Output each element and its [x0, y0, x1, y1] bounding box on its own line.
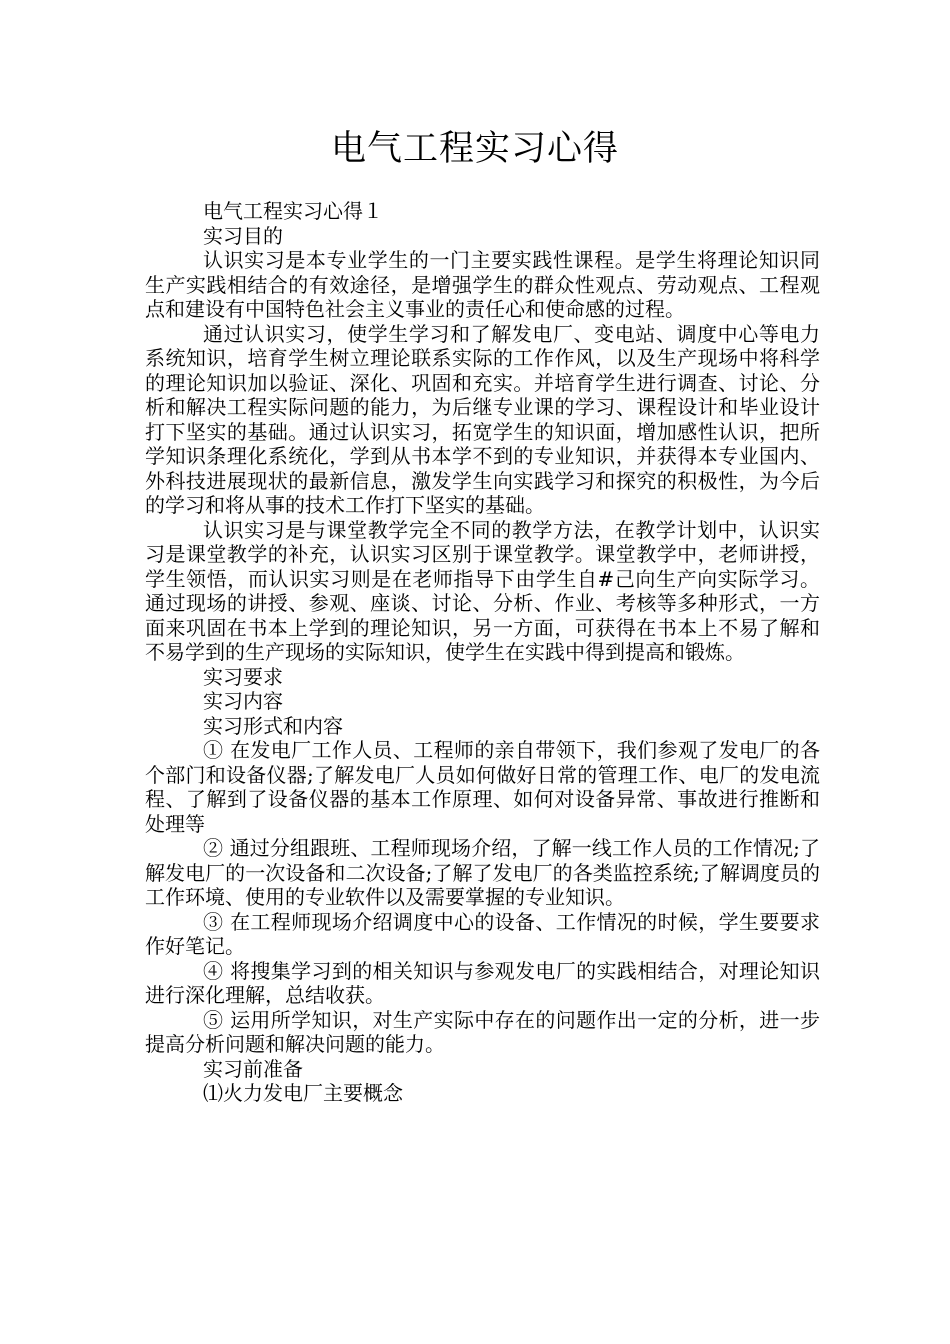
section-heading-form-and-content: 实习形式和内容 [203, 713, 343, 738]
document-title: 电气工程实习心得 [330, 129, 619, 169]
section-heading-content: 实习内容 [203, 689, 283, 713]
paragraph: 认识实习是与课堂教学完全不同的教学方法，在教学计划中，认识实习是课堂教学的补充，认识实习区别于课堂教学。课堂教学中，老师讲授，学生领悟，而认识实习则是在老师指导下由学生自#己向生产向实际学习。通过现场的讲授、参观、座谈、讨论、分析、作业、考核等多种形式，一方面来巩固在书本上学到的理论知识，另一方面，可获得在书本上不易了解和不易学到的生产现场的实际知识，使学生在实践中得到提高和锻炼。 [145, 517, 820, 664]
list-item: ② 通过分组跟班、工程师现场介绍，了解一线工作人员的工作情况;了解发电厂的一次设备和二次设备;了解了发电厂的各类监控系统;了解调度员的工作环境、使用的专业软件以及需要掌握的专业知识。 [145, 836, 820, 909]
paragraph: 通过认识实习，使学生学习和了解发电厂、变电站、调度中心等电力系统知识，培育学生树立理论联系实际的工作作风，以及生产现场中将科学的理论知识加以验证、深化、巩固和充实。并培育学生进行调查、讨论、分析和解决工程实际问题的能力，为后继专业课的学习、课程设计和毕业设计打下坚实的基础。通过认识实习，拓宽学生的知识面，增加感性认识，把所学知识条理化系统化，学到从书本学不到的专业知识，并获得本专业国内、外科技进展现状的最新信息，激发学生向实践学习和探究的积极性，为今后的学习和将从事的技术工作打下坚实的基础。 [145, 321, 820, 517]
sub-heading-thermal-power-concepts: ⑴火力发电厂主要概念 [203, 1081, 403, 1105]
section-heading-requirements: 实习要求 [203, 664, 283, 689]
list-item: ⑤ 运用所学知识，对生产实际中存在的问题作出一定的分析，进一步提高分析问题和解决问题的能力。 [145, 1007, 820, 1056]
list-item: ① 在发电厂工作人员、工程师的亲自带领下，我们参观了发电厂的各个部门和设备仪器;了解发电厂人员如何做好日常的管理工作、电厂的发电流程、了解到了设备仪器的基本工作原理、如何对设备异常、事故进行推断和处理等 [145, 738, 820, 836]
list-item: ③ 在工程师现场介绍调度中心的设备、工作情况的时候，学生要要求作好笔记。 [145, 909, 820, 958]
section-heading-purpose: 实习目的 [203, 223, 283, 248]
section-heading-preparation: 实习前准备 [203, 1056, 303, 1081]
paragraph-heading-1: 电气工程实习心得１ [203, 199, 383, 223]
list-item: ④ 将搜集学习到的相关知识与参观发电厂的实践相结合，对理论知识进行深化理解，总结收获。 [145, 958, 820, 1007]
document-body [145, 199, 820, 1106]
paragraph: 认识实习是本专业学生的一门主要实践性课程。是学生将理论知识同生产实践相结合的有效途径，是增强学生的群众性观点、劳动观点、工程观点和建设有中国特色社会主义事业的责任心和使命感的过程。 [145, 248, 820, 321]
